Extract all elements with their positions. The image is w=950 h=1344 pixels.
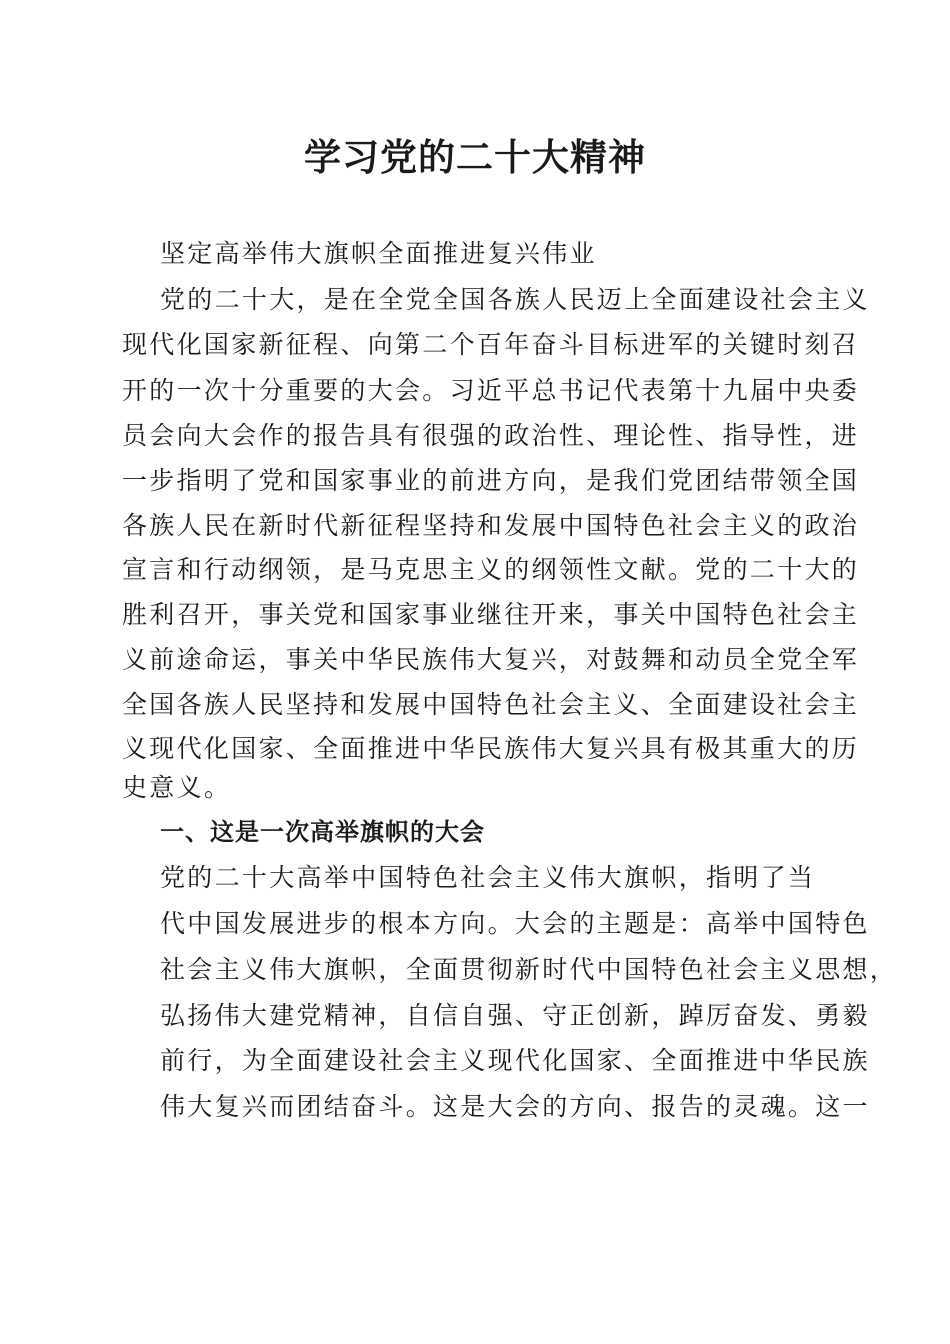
document-subtitle: 坚定高举伟大旗帜全面推进复兴伟业	[160, 239, 597, 268]
paragraph-line: 胜利召开，事关党和国家事业继往开来，事关中国特色社会主	[122, 600, 860, 629]
paragraph-line: 各族人民在新时代新征程坚持和发展中国特色社会主义的政治	[122, 511, 860, 540]
paragraph-line: 党的二十大，是在全党全国各族人民迈上全面建设社会主义	[160, 285, 870, 314]
paragraph-line: 宣言和行动纲领，是马克思主义的纲领性文献。党的二十大的	[122, 555, 860, 584]
paragraph-line: 代中国发展进步的根本方向。大会的主题是：高举中国特色	[160, 909, 870, 938]
paragraph-line: 义现代化国家、全面推进中华民族伟大复兴具有极其重大的历	[122, 734, 860, 763]
paragraph-line: 开的一次十分重要的大会。习近平总书记代表第十九届中央委	[122, 376, 860, 405]
paragraph-line: 全国各族人民坚持和发展中国特色社会主义、全面建设社会主	[122, 690, 860, 719]
paragraph-line: 员会向大会作的报告具有很强的政治性、理论性、指导性，进	[122, 421, 860, 450]
section-heading: 一、这是一次高举旗帜的大会	[160, 818, 485, 846]
document-title: 学习党的二十大精神	[304, 135, 646, 179]
paragraph-line: 社会主义伟大旗帜，全面贯彻新时代中国特色社会主义思想，	[160, 955, 898, 984]
paragraph-line: 现代化国家新征程、向第二个百年奋斗目标进军的关键时刻召	[122, 330, 860, 359]
paragraph-line: 伟大复兴而团结奋斗。这是大会的方向、报告的灵魂。这一	[160, 1092, 870, 1121]
paragraph-line: 义前途命运，事关中华民族伟大复兴，对鼓舞和动员全党全军	[122, 645, 860, 674]
paragraph-line: 弘扬伟大建党精神，自信自强、守正创新，踔厉奋发、勇毅	[160, 1001, 870, 1030]
paragraph-line: 史意义。	[122, 773, 232, 802]
paragraph-line: 一步指明了党和国家事业的前进方向，是我们党团结带领全国	[122, 466, 860, 495]
paragraph-line: 前行，为全面建设社会主义现代化国家、全面推进中华民族	[160, 1046, 870, 1075]
paragraph-line: 党的二十大高举中国特色社会主义伟大旗帜，指明了当	[160, 863, 816, 892]
